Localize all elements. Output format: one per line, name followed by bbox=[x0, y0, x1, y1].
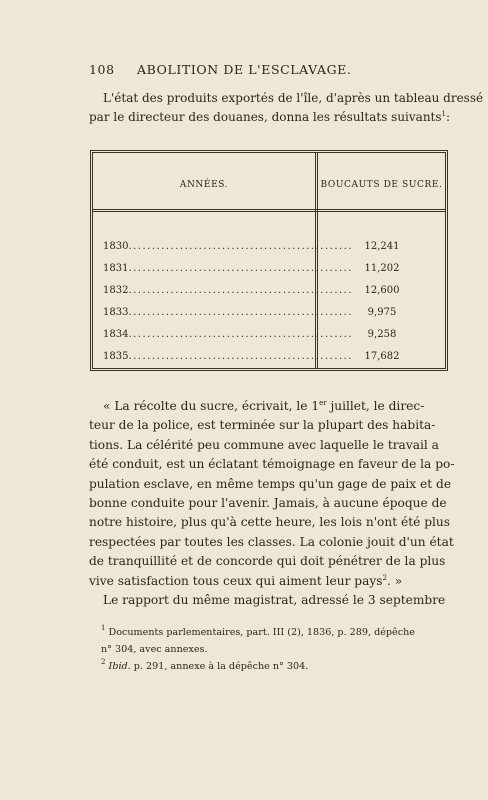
body-text: vive satisfaction tous ceux qui aiment leur pays bbox=[89, 573, 383, 588]
quote-paragraph bbox=[89, 397, 455, 610]
table-row: 1834................................................ 9,258 bbox=[103, 323, 443, 345]
row-value: 12,600 bbox=[364, 284, 400, 296]
row-year: 1831 bbox=[103, 262, 129, 274]
table-row: 1831................................................ 11,202 bbox=[103, 257, 443, 279]
footnote-1 bbox=[101, 624, 451, 641]
row-year: 1834 bbox=[103, 328, 129, 340]
footnote-text: Documents parlementaires, part. III (2), 1836, p. 289, dépêche bbox=[108, 627, 415, 638]
header-divider bbox=[93, 209, 445, 212]
footnote-mark: 2 bbox=[101, 658, 106, 666]
row-year: 1833 bbox=[103, 306, 129, 318]
running-head bbox=[89, 62, 389, 78]
row-year: 1830 bbox=[103, 240, 129, 252]
table-row: 1835................................................ 17,682 bbox=[103, 345, 443, 367]
intro-line bbox=[89, 108, 451, 127]
body-line bbox=[89, 397, 446, 416]
intro-punct: : bbox=[446, 110, 451, 124]
footnote-mark: 1 bbox=[101, 624, 106, 632]
intro-line: L'état des produits exportés de l'île, d'après un tableau dressé bbox=[103, 91, 484, 105]
footnote-ref: 1 bbox=[441, 110, 446, 118]
body-line: de tranquillité et de concorde qui doit pénétrer de la plus bbox=[89, 554, 446, 569]
row-value: 11,202 bbox=[364, 262, 400, 274]
footnote-1-cont: n° 304, avec annexes. bbox=[101, 644, 208, 655]
page-number: 108 bbox=[89, 62, 115, 77]
sugar-export-table bbox=[90, 150, 448, 371]
row-value: 12,241 bbox=[364, 240, 400, 252]
body-line: respectées par toutes les classes. La colonie jouit d'un état bbox=[89, 534, 454, 549]
body-line: pulation esclave, en même temps qu'un gage de paix et de bbox=[89, 476, 452, 491]
footnote-2 bbox=[101, 658, 451, 675]
table-row: 1830................................................ 12,241 bbox=[103, 235, 443, 257]
table-row: 1833................................................ 9,975 bbox=[103, 301, 443, 323]
row-value: 9,975 bbox=[367, 306, 397, 318]
row-year: 1832 bbox=[103, 284, 129, 296]
body-line: teur de la police, est terminée sur la plupart des habita- bbox=[89, 418, 436, 433]
table-rows bbox=[103, 235, 443, 367]
intro-text: par le directeur des douanes, donna les résultats suivants bbox=[89, 110, 442, 124]
column-header-years: ANNÉES. bbox=[179, 180, 229, 190]
body-text: « La récolte du sucre, écrivait, le 1 bbox=[103, 399, 320, 413]
ibid-abbrev: Ibid. bbox=[108, 661, 131, 672]
body-text: juillet, le direc- bbox=[326, 399, 425, 413]
body-line: Le rapport du même magistrat, adressé le 3 septembre bbox=[103, 593, 446, 608]
body-line: tions. La célérité peu commune avec laquelle le travail a bbox=[89, 437, 439, 452]
intro-paragraph bbox=[89, 89, 484, 127]
body-line bbox=[89, 572, 446, 591]
row-year: 1835 bbox=[103, 350, 129, 362]
table-row: 1832................................................ 12,600 bbox=[103, 279, 443, 301]
running-title: ABOLITION DE L'ESCLAVAGE. bbox=[137, 62, 352, 77]
footnote-ref: 2 bbox=[382, 573, 387, 582]
body-text: . » bbox=[386, 573, 403, 588]
body-line: bonne conduite pour l'avenir. Jamais, à aucune époque de bbox=[89, 496, 447, 511]
column-header-sugar: BOUCAUTS DE SUCRE. bbox=[320, 180, 443, 190]
ordinal-sup: er bbox=[319, 399, 327, 407]
body-line: notre histoire, plus qu'à cette heure, les lois n'ont été plus bbox=[89, 515, 451, 530]
footnote-text: p. 291, annexe à la dépêche n° 304. bbox=[130, 661, 309, 672]
row-value: 9,258 bbox=[367, 328, 397, 340]
footnotes bbox=[101, 624, 451, 675]
body-line: été conduit, est un éclatant témoignage en faveur de la po- bbox=[89, 457, 455, 472]
row-value: 17,682 bbox=[364, 350, 400, 362]
